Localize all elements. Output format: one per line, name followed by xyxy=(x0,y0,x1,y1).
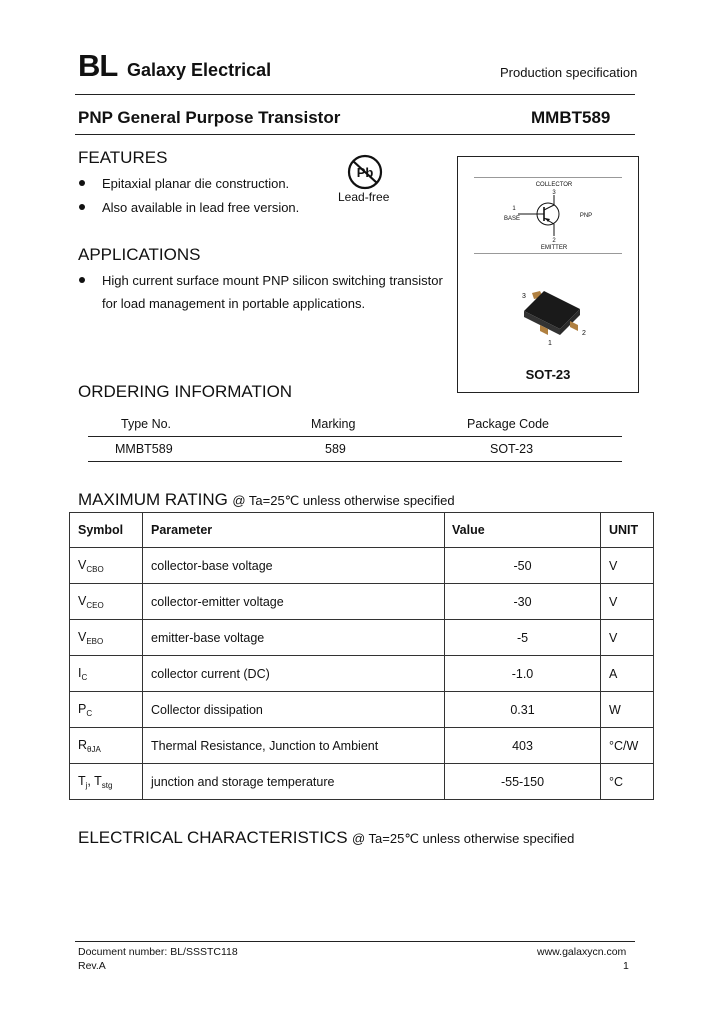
unit-cell: V xyxy=(601,620,654,656)
value-cell: 403 xyxy=(445,728,601,764)
sot23-package-icon xyxy=(510,281,594,351)
symbol-cell: $I_C$ xyxy=(70,656,143,692)
unit-cell: W xyxy=(601,692,654,728)
website-link[interactable]: www.galaxycn.com xyxy=(537,946,627,958)
footer-divider xyxy=(75,941,635,942)
max-rating-title xyxy=(78,490,455,510)
parameter-cell: collector current (DC) xyxy=(143,656,445,692)
symbol-cell: $P_C$ xyxy=(70,692,143,728)
table-row xyxy=(70,656,654,692)
package-pin-1: 1 xyxy=(548,340,552,347)
column-header: Marking xyxy=(311,417,356,431)
type-cell: MMBT589 xyxy=(88,437,286,462)
ordering-row xyxy=(88,437,622,462)
parameter-cell: junction and storage temperature xyxy=(143,764,445,800)
marking-cell: 589 xyxy=(286,437,441,462)
column-header: Package Code xyxy=(467,417,550,431)
pin-2-label: 2 xyxy=(552,238,556,244)
title-divider xyxy=(75,134,635,135)
table-row xyxy=(70,728,654,764)
parameter-cell: collector-emitter voltage xyxy=(143,584,445,620)
electrical-title xyxy=(78,828,574,848)
column-header: Value xyxy=(445,513,601,548)
package-name: SOT-23 xyxy=(525,367,571,382)
product-title: PNP General Purpose Transistor xyxy=(78,108,341,127)
column-header: Symbol xyxy=(70,513,143,548)
package-cell: SOT-23 xyxy=(441,437,622,462)
max-rating-heading: MAXIMUM RATING xyxy=(78,490,228,509)
unit-cell: °C/W xyxy=(601,728,654,764)
ordering-heading: ORDERING INFORMATION xyxy=(78,382,293,401)
symbol-cell: $T_j$, $T_{stg}$ xyxy=(70,764,143,800)
unit-cell: V xyxy=(601,548,654,584)
value-cell: -30 xyxy=(445,584,601,620)
spec-label: Production specification xyxy=(500,65,638,80)
column-header: Type No. xyxy=(121,417,172,431)
package-pin-3: 3 xyxy=(522,293,526,300)
column-header: Parameter xyxy=(143,513,445,548)
bullet-icon xyxy=(79,277,85,283)
table-row xyxy=(70,692,654,728)
collector-label: COLLECTOR xyxy=(535,182,573,188)
symbol-cell: $V_{CEO}$ xyxy=(70,584,143,620)
parameter-cell: collector-base voltage xyxy=(143,548,445,584)
features-heading: FEATURES xyxy=(78,148,168,167)
value-cell: -1.0 xyxy=(445,656,601,692)
base-label: BASE xyxy=(503,216,521,222)
table-row xyxy=(70,584,654,620)
feature-item: Epitaxial planar die construction. xyxy=(102,176,290,191)
ordering-table xyxy=(88,412,622,462)
parameter-cell: Thermal Resistance, Junction to Ambient xyxy=(143,728,445,764)
unit-cell: A xyxy=(601,656,654,692)
table-header-row xyxy=(70,513,654,548)
diagram-divider xyxy=(474,177,622,178)
revision: Rev.A xyxy=(78,960,106,972)
parameter-cell: Collector dissipation xyxy=(143,692,445,728)
document-number: Document number: BL/SSSTC118 xyxy=(78,946,238,958)
application-line: High current surface mount PNP silicon switching transistor xyxy=(102,273,443,288)
unit-cell: V xyxy=(601,584,654,620)
bullet-icon xyxy=(79,180,85,186)
ordering-header-row xyxy=(88,412,622,437)
max-rating-table xyxy=(69,512,654,800)
diagram-divider xyxy=(474,253,622,254)
symbol-cell: $V_{EBO}$ xyxy=(70,620,143,656)
pnp-label: PNP xyxy=(579,213,593,219)
part-number: MMBT589 xyxy=(531,108,611,127)
bullet-icon xyxy=(79,204,85,210)
column-header: UNIT xyxy=(601,513,654,548)
lead-free-icon xyxy=(345,152,385,192)
lead-free-label: Lead-free xyxy=(338,190,390,204)
table-row xyxy=(70,620,654,656)
symbol-cell: $R_{\theta JA}$ xyxy=(70,728,143,764)
lead-symbol: Pb xyxy=(356,165,374,180)
application-line: for load management in portable applications. xyxy=(102,296,366,311)
company-logo: BL xyxy=(78,48,118,83)
table-row xyxy=(70,548,654,584)
value-cell: 0.31 xyxy=(445,692,601,728)
pin-3-label: 3 xyxy=(552,190,556,196)
value-cell: -55-150 xyxy=(445,764,601,800)
emitter-label: EMITTER xyxy=(540,245,568,251)
feature-item: Also available in lead free version. xyxy=(102,200,300,215)
value-cell: -5 xyxy=(445,620,601,656)
applications-heading: APPLICATIONS xyxy=(78,245,201,264)
value-cell: -50 xyxy=(445,548,601,584)
package-diagram xyxy=(457,156,639,393)
max-rating-condition: @ Ta=25℃ unless otherwise specified xyxy=(232,493,455,508)
symbol-cell: $V_{CBO}$ xyxy=(70,548,143,584)
pin-1-label: 1 xyxy=(512,206,516,212)
table-row xyxy=(70,764,654,800)
electrical-heading: ELECTRICAL CHARACTERISTICS xyxy=(78,828,348,847)
header-divider xyxy=(75,94,635,95)
page-number: 1 xyxy=(623,960,629,972)
electrical-condition: @ Ta=25℃ unless otherwise specified xyxy=(351,831,575,846)
package-pin-2: 2 xyxy=(582,330,586,337)
pnp-schematic-icon xyxy=(498,179,608,251)
company-name: Galaxy Electrical xyxy=(127,60,272,80)
unit-cell: °C xyxy=(601,764,654,800)
parameter-cell: emitter-base voltage xyxy=(143,620,445,656)
